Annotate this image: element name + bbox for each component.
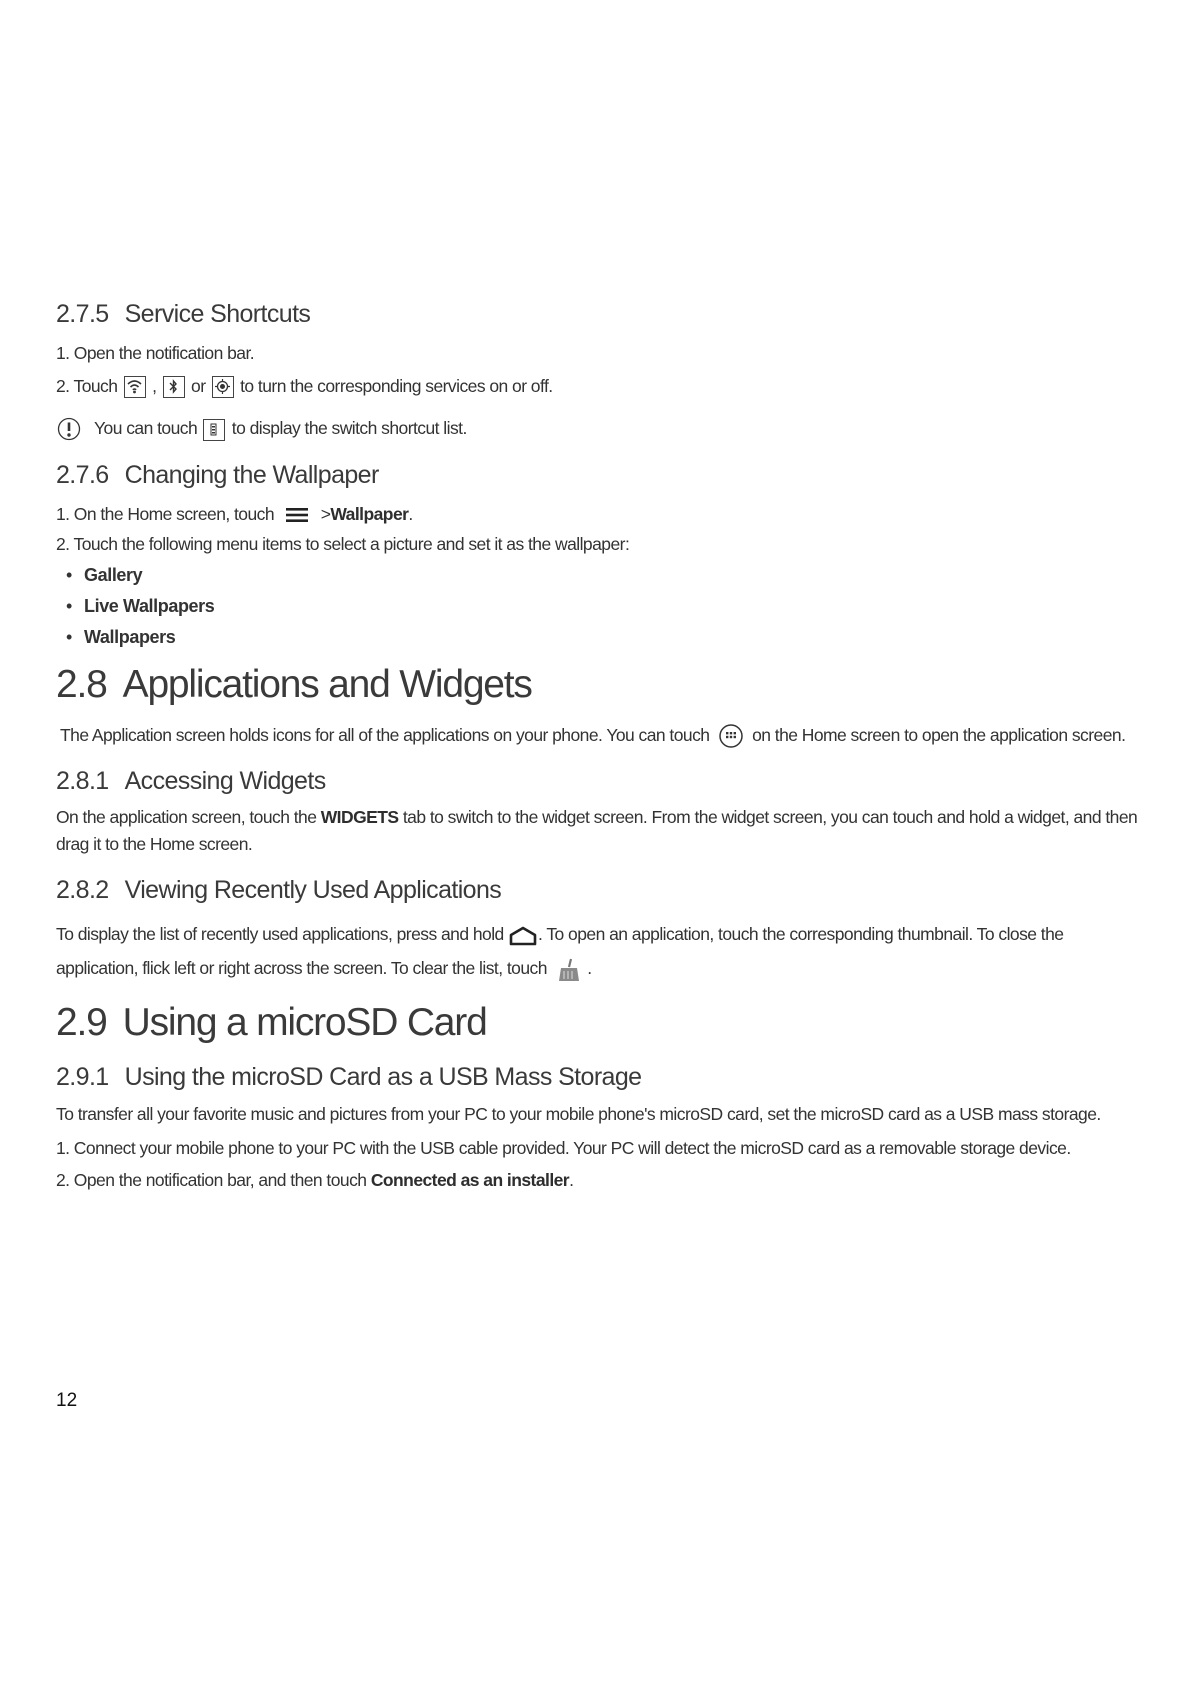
list-item: • Wallpapers (56, 625, 1146, 649)
menu-icon (284, 505, 310, 525)
paragraph-2-8-2: To display the list of recently used applications, press and hold . To open an application, touch the corresponding thumbnail. To close the application, flick left or right across the screen. To clear the list, touch . (56, 917, 1146, 985)
note-2-7-5: You can touch to display the switch shortcut list. (56, 416, 1146, 442)
paragraph-2-8-1: On the application screen, touch the WIDGETS tab to switch to the widget screen. From the widget screen, you can touch and hold a widget, and then drag it to the Home screen. (56, 807, 1138, 855)
section-heading-2-7-5: 2.7.5 Service Shortcuts (56, 300, 311, 328)
section-heading-2-8-1: 2.8.1 Accessing Widgets (56, 767, 326, 796)
paragraph-2-9-1-step2: 2. Open the notification bar, and then touch Connected as an installer. (56, 1170, 574, 1191)
wifi-icon (124, 376, 146, 398)
paragraph-2-7-5-step2: 2. Touch , or to turn the corresponding services on or off. (56, 374, 1146, 398)
paragraph-2-9-1-step1: 1. Connect your mobile phone to your PC with the USB cable provided. Your PC will detect the microSD card as a removable storage device. (56, 1138, 1071, 1159)
page-number: 12 (56, 1390, 78, 1411)
clear-broom-icon (555, 957, 583, 983)
section-heading-2-9-1: 2.9.1 Using the microSD Card as a USB Mass Storage (56, 1063, 642, 1092)
list-item: • Gallery (56, 563, 1146, 587)
section-heading-2-7-6: 2.7.6 Changing the Wallpaper (56, 460, 379, 489)
chapter-heading-2-9: 2.9 Using a microSD Card (56, 1001, 487, 1045)
list-item: • Live Wallpapers (56, 594, 1146, 618)
gps-icon (212, 376, 234, 398)
paragraph-2-8-intro: The Application screen holds icons for all of the applications on your phone. You can touch on the Home screen to open the application screen. (56, 723, 1146, 749)
switch-list-icon (203, 419, 225, 441)
paragraph-2-7-5-step1: 1. Open the notification bar. (56, 343, 255, 363)
chapter-heading-2-8: 2.8 Applications and Widgets (56, 662, 532, 706)
note-icon (56, 417, 82, 443)
apps-grid-icon (718, 723, 744, 749)
bluetooth-icon (163, 376, 185, 398)
paragraph-2-9-1-intro: To transfer all your favorite music and pictures from your PC to your mobile phone's microSD card, set the microSD card as a USB mass storage. (56, 1104, 1101, 1125)
document-page (56, 300, 1146, 1192)
paragraph-2-7-6-step1: 1. On the Home screen, touch >Wallpaper. (56, 503, 413, 524)
paragraph-2-7-6-step2: 2. Touch the following menu items to select a picture and set it as the wallpaper: (56, 533, 630, 554)
home-icon (508, 925, 538, 947)
wallpaper-options-list (56, 563, 1146, 649)
section-heading-2-8-2: 2.8.2 Viewing Recently Used Applications (56, 876, 502, 905)
